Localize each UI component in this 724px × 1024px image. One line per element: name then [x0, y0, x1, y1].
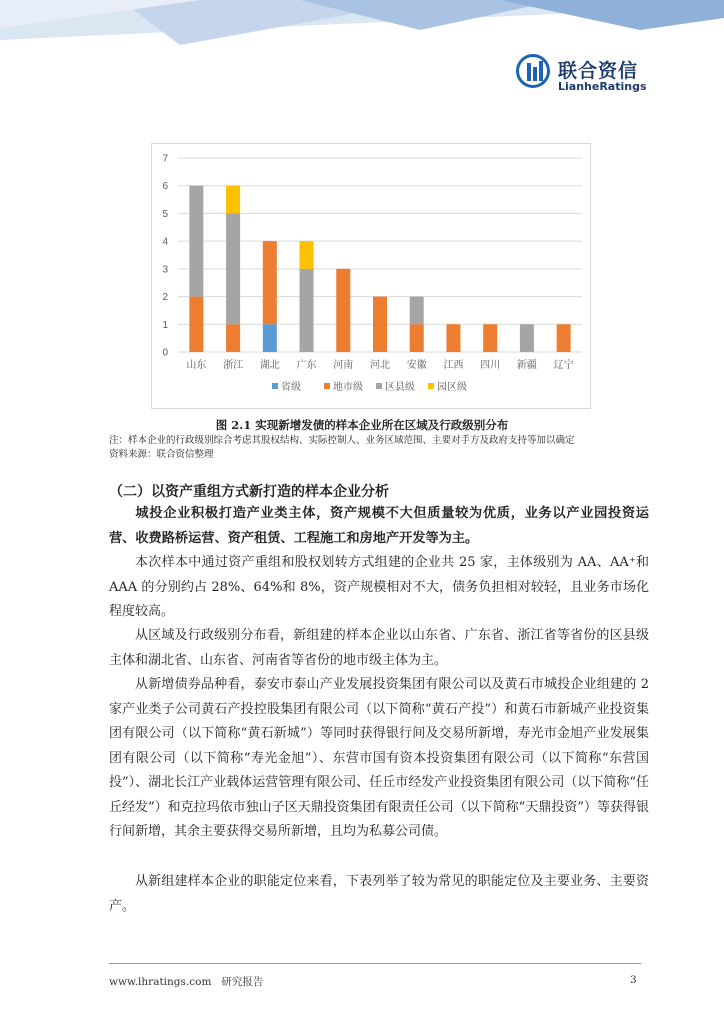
bar-segment [226, 324, 240, 352]
x-tick-label: 安徽 [406, 360, 427, 371]
y-tick-label: 4 [162, 236, 168, 248]
x-tick-label: 辽宁 [553, 360, 574, 371]
figure-source: 资料来源：联合资信整理 [109, 449, 214, 460]
legend-swatch [376, 383, 382, 389]
bar-segment [226, 213, 240, 324]
bar-segment [336, 269, 350, 352]
bar-segment [446, 324, 460, 352]
y-tick-label: 3 [162, 264, 168, 276]
x-tick-label: 山东 [186, 360, 207, 371]
bar-segment [189, 297, 203, 352]
logo-name-en: LianheRatings [558, 80, 647, 93]
legend-swatch [272, 383, 278, 389]
x-tick-label: 河北 [370, 360, 390, 371]
paragraph: 从新组建样本企业的职能定位来看，下表列举了较为常见的职能定位及主要业务、主要资产。 [109, 874, 649, 914]
x-tick-label: 江西 [443, 360, 464, 371]
footer-label: 研究报告 [221, 976, 264, 988]
bar-segment [483, 324, 497, 352]
y-tick-label: 1 [162, 319, 168, 331]
chart-container [151, 143, 591, 409]
footer-url: www.lhratings.com [109, 976, 212, 988]
x-tick-label: 新疆 [516, 360, 537, 371]
paragraph: 从新增债券品种看，泰安市泰山产业发展投资集团有限公司以及黄石市城投企业组建的 2 家产业类子公司黄石产投控股集团有限公司（以下简称“黄石产投”）和黄石市新城产业投资集团有限公司（以下简称“黄石新城”）等同时获得银行间及交易所新增，寿光市金旭产业发展集团有限公司（以下简称“寿光金旭”）、东营市国有资本投资集团有限公司（以下简称“东营国投”）、湖北长江产业载体运营管理有限公司、任丘市经发产业投资集团有限公司（以下简称“任丘经发”）和克拉玛依市独山子区天鼎投资集团有限责任公司（以下简称“天鼎投资”）等获得银行间新增，其余主要获得交易所新增，且均为私募公司债。 [109, 677, 649, 839]
figure-caption: 图 2.1 实现新增发债的样本企业所在区域及行政级别分布 [215, 418, 509, 432]
x-tick-label: 浙江 [223, 360, 244, 371]
brand-logo [516, 54, 646, 98]
legend-label: 地市级 [333, 382, 363, 393]
x-tick-label: 河南 [333, 360, 354, 371]
x-tick-label: 湖北 [259, 360, 280, 371]
y-tick-label: 5 [162, 208, 168, 220]
footer-site [109, 974, 263, 989]
bar-segment [410, 324, 424, 352]
footer-divider [109, 963, 641, 964]
section-heading: （二）以资产重组方式新打造的样本企业分析 [109, 484, 389, 500]
bar-segment [300, 269, 314, 352]
logo-mark-icon [516, 54, 550, 88]
legend-swatch [324, 383, 330, 389]
stacked-bar-chart [152, 144, 592, 410]
bar-segment [263, 324, 277, 352]
y-tick-label: 6 [162, 181, 168, 193]
bar-segment [557, 324, 571, 352]
y-tick-label: 7 [162, 153, 168, 165]
y-tick-label: 2 [162, 292, 168, 304]
page-number: 3 [630, 974, 637, 986]
paragraph-lead: 城投企业积极打造产业类主体，资产规模不大但质量较为优质，业务以产业园投资运营、收费路桥运营、资产租赁、工程施工和房地产开发等为主。 [109, 506, 649, 546]
legend-swatch [428, 383, 434, 389]
bar-segment [410, 297, 424, 325]
logo-name-cn: 联合资信 [558, 60, 639, 82]
figure-note: 注：样本企业的行政级别综合考虑其股权结构、实际控制人、业务区域范围、主要对手方及政府支持等加以确定 [109, 435, 575, 446]
paragraph: 从区域及行政级别分布看，新组建的样本企业以山东省、广东省、浙江省等省份的区县级主体和湖北省、山东省、河南省等省份的地市级主体为主。 [109, 628, 649, 668]
y-tick-label: 0 [162, 347, 168, 359]
paragraph: 本次样本中通过资产重组和股权划转方式组建的企业共 25 家，主体级别为 AA、AA⁺和 AAA 的分别约占 28%、64%和 8%，资产规模相对不大，债务负担相对较轻，且业务市场化程度较高。 [109, 555, 649, 619]
bar-segment [520, 324, 534, 352]
x-tick-label: 四川 [480, 360, 501, 371]
bar-segment [226, 186, 240, 214]
bar-segment [263, 241, 277, 324]
bar-segment [189, 186, 203, 297]
legend-label: 区县级 [385, 382, 415, 393]
x-tick-label: 广东 [296, 360, 317, 371]
bar-segment [300, 241, 314, 269]
legend-label: 省级 [281, 382, 301, 393]
legend-label: 园区级 [437, 382, 467, 393]
bar-segment [373, 297, 387, 352]
